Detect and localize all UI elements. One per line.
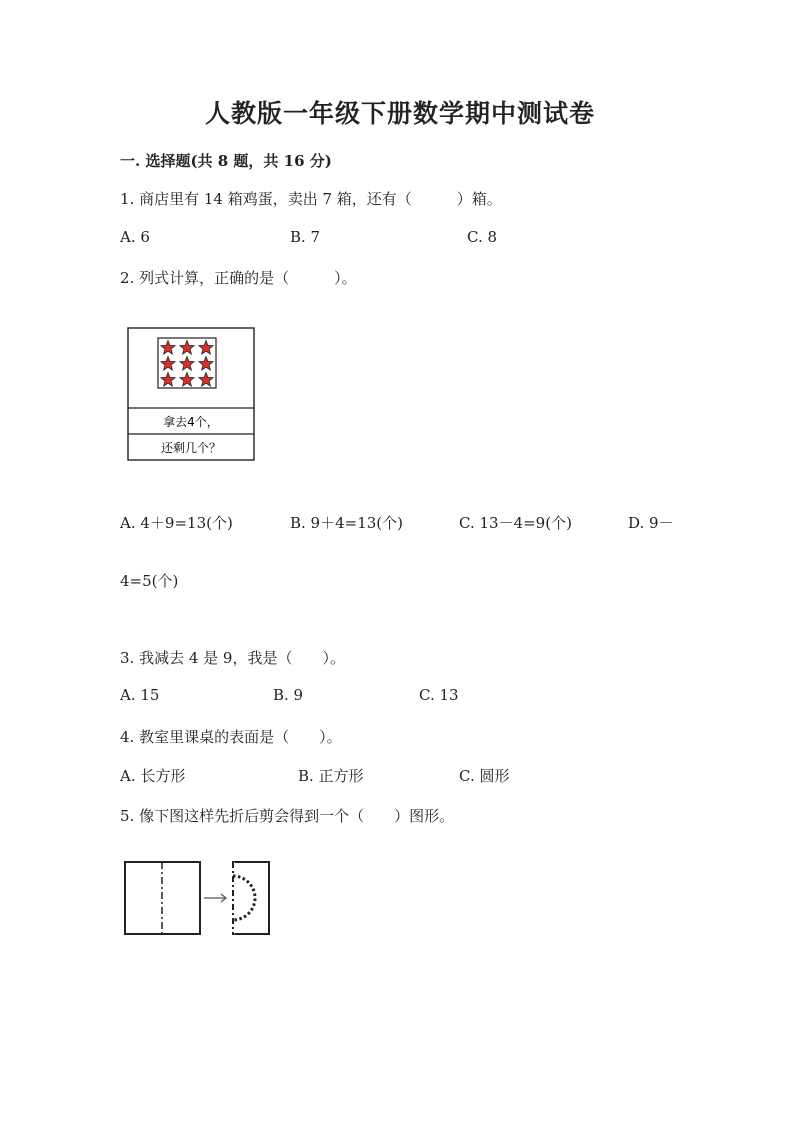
question-4: 4. 教室里课桌的表面是（ ）。 [120, 728, 342, 746]
figure-line-2: 还剩几个？ [160, 441, 222, 455]
star-group [161, 341, 213, 387]
q3-option-b: B. 9 [273, 686, 304, 704]
question-3: 3. 我减去 4 是 9，我是（ ）。 [120, 649, 345, 667]
q2-option-b: B. 9＋4=13(个) [290, 514, 404, 532]
q2-figure [127, 327, 257, 462]
page-title: 人教版一年级下册数学期中测试卷 [204, 99, 595, 128]
q2-option-d: D. 9－ [628, 514, 674, 532]
figure-line-1: 拿去4个， [163, 415, 219, 429]
q4-option-b: B. 正方形 [298, 767, 364, 785]
q3-option-a: A. 15 [120, 686, 160, 704]
question-1: 1. 商店里有 14 箱鸡蛋，卖出 7 箱，还有（ ）箱。 [120, 190, 502, 208]
question-2: 2. 列式计算，正确的是（ ）。 [120, 269, 357, 287]
q1-option-a: A. 6 [120, 228, 150, 246]
section-heading: 一. 选择题(共 8 题，共 16 分) [120, 152, 332, 170]
q2-option-d-continued: 4=5(个) [120, 572, 179, 590]
q4-option-c: C. 圆形 [459, 767, 510, 785]
fold-cut-figure [122, 858, 277, 940]
q4-option-a: A. 长方形 [120, 767, 186, 785]
q3-option-c: C. 13 [419, 686, 459, 704]
question-5: 5. 像下图这样先折后剪会得到一个（ ）图形。 [120, 807, 455, 825]
q1-option-b: B. 7 [290, 228, 321, 246]
q2-option-c: C. 13－4=9(个) [459, 514, 572, 532]
q1-option-c: C. 8 [467, 228, 498, 246]
q2-option-a: A. 4＋9=13(个) [120, 514, 233, 532]
